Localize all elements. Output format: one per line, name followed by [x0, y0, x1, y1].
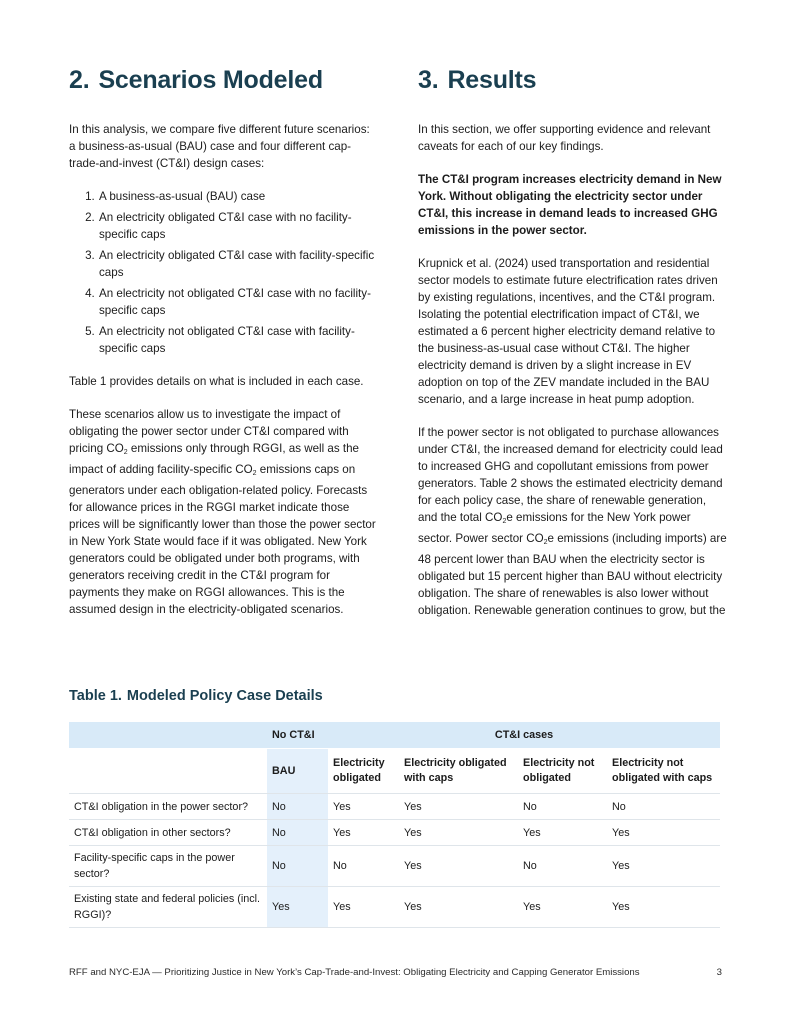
table-cell: Yes — [399, 794, 518, 820]
table-cell: No — [328, 846, 399, 887]
section-results — [418, 66, 728, 619]
row-label: Existing state and federal policies (incl. RGGI)? — [69, 887, 267, 928]
list-item: 4. An electricity not obligated CT&I case with no facility-specific caps — [98, 285, 379, 319]
policy-case-table — [69, 722, 720, 928]
list-item: 1. A business-as-usual (BAU) case — [98, 188, 379, 205]
section-heading-results: 3. Results — [418, 66, 537, 94]
table-cell: No — [267, 846, 328, 887]
section-heading-scenarios: 2. Scenarios Modeled — [69, 66, 323, 94]
table-row — [69, 820, 720, 846]
group-header-ctci-cases: CT&I cases — [328, 722, 720, 749]
page-number: 3 — [716, 967, 722, 978]
scenario-case-list — [69, 188, 379, 357]
row-label: CT&I obligation in the power sector? — [69, 794, 267, 820]
electrification-paragraph: Krupnick et al. (2024) used transportation and residential sector models to estimate future electrification rates driven by existing regulations, incentives, and the CT&I program. Isolating the potential electrification impact of CT&I, we estimated a 6 percent higher electricity demand relative to the business-as-usual case without CT&I. The higher electricity demand is driven by a slight increase in EV adoption on top of the ZEV mandate included in the BAU scenario, and a large increase in heat pump adoption. — [418, 257, 718, 406]
table-row — [69, 794, 720, 820]
table-cell: No — [267, 794, 328, 820]
table-cell: Yes — [518, 820, 607, 846]
table-title: Table 1. Modeled Policy Case Details — [69, 688, 323, 704]
table-column-header-row — [69, 749, 720, 794]
group-header-no-ctci: No CT&I — [267, 722, 328, 749]
column-header: Electricity obligated with caps — [399, 749, 518, 794]
table-group-header-row — [69, 722, 720, 749]
table-cell: No — [518, 846, 607, 887]
column-header: Electricity obligated — [328, 749, 399, 794]
table-cell: No — [607, 794, 720, 820]
table-row — [69, 887, 720, 928]
table-cell: Yes — [607, 846, 720, 887]
table-cell: Yes — [328, 820, 399, 846]
column-header: Electricity not obligated — [518, 749, 607, 794]
table-cell: No — [518, 794, 607, 820]
scenarios-impact-paragraph: These scenarios allow us to investigate the impact of obligating the power sector under CT&I compared with pricing $CO_2$ emissions only through RGGI, as well as the impact of adding facility-specific $CO_2$ emissions caps on generators under each obligation-related policy. Forecasts for allowance prices in the RGGI market indicate those prices will be significantly lower than those the power sector in New York State would face if it was obligated. New York generators could be obligated under both programs, with generators receiving credit in the CT&I program for payments they make on RGGI allowances. This is the assumed design in the electricity-obligated scenarios. — [69, 408, 376, 616]
table-cell: Yes — [399, 887, 518, 928]
table-corner-cell — [69, 722, 267, 749]
table-cell: No — [267, 820, 328, 846]
table-cell: Yes — [399, 820, 518, 846]
column-header: BAU — [267, 749, 328, 794]
table-reference-paragraph: Table 1 provides details on what is included in each case. — [69, 375, 364, 388]
table-cell: Yes — [267, 887, 328, 928]
table-cell: Yes — [328, 794, 399, 820]
list-item: 5. An electricity not obligated CT&I case with facility-specific caps — [98, 323, 379, 357]
results-intro: In this section, we offer supporting evidence and relevant caveats for each of our key findings. — [418, 123, 711, 153]
footer-citation: RFF and NYC-EJA — Prioritizing Justice in New York’s Cap-Trade-and-Invest: Obligating Electricity and Capping Generator Emissions — [69, 967, 640, 978]
table-cell: Yes — [518, 887, 607, 928]
list-item: 3. An electricity obligated CT&I case with facility-specific caps — [98, 247, 379, 281]
column-header: Electricity not obligated with caps — [607, 749, 720, 794]
section-scenarios-modeled — [69, 66, 379, 618]
page-footer — [69, 967, 722, 978]
scenarios-intro: In this analysis, we compare five different future scenarios: a business-as-usual (BAU) case and four different cap-trade-and-invest (CT&I) design cases: — [69, 123, 370, 170]
table-cell: Yes — [399, 846, 518, 887]
table-cell: Yes — [607, 887, 720, 928]
list-item: 2. An electricity obligated CT&I case with no facility-specific caps — [98, 209, 379, 243]
row-label: CT&I obligation in other sectors? — [69, 820, 267, 846]
table-blank-header — [69, 749, 267, 794]
table-cell: Yes — [328, 887, 399, 928]
table-cell: Yes — [607, 820, 720, 846]
obligation-paragraph: If the power sector is not obligated to purchase allowances under CT&I, the increased demand for electricity could lead to increased GHG and copollutant emissions from power generators. Table 2 shows the estimated electricity demand for each policy case, the share of renewable generation, and the total $CO_2e$ emissions for the New York power sector. Power sector $CO_2e$ emissions (including imports) are 48 percent lower than BAU when the electricity sector is obligated but 15 percent higher than BAU without electricity obligation. The share of renewables is also lower without obligation. Renewable generation continues to grow, but the — [418, 426, 727, 617]
key-finding: The CT&I program increases electricity demand in New York. Without obligating the electricity sector under CT&I, this increase in demand leads to increased GHG emissions in the power sector. — [418, 173, 722, 237]
row-label: Facility-specific caps in the power sector? — [69, 846, 267, 887]
table-row — [69, 846, 720, 887]
